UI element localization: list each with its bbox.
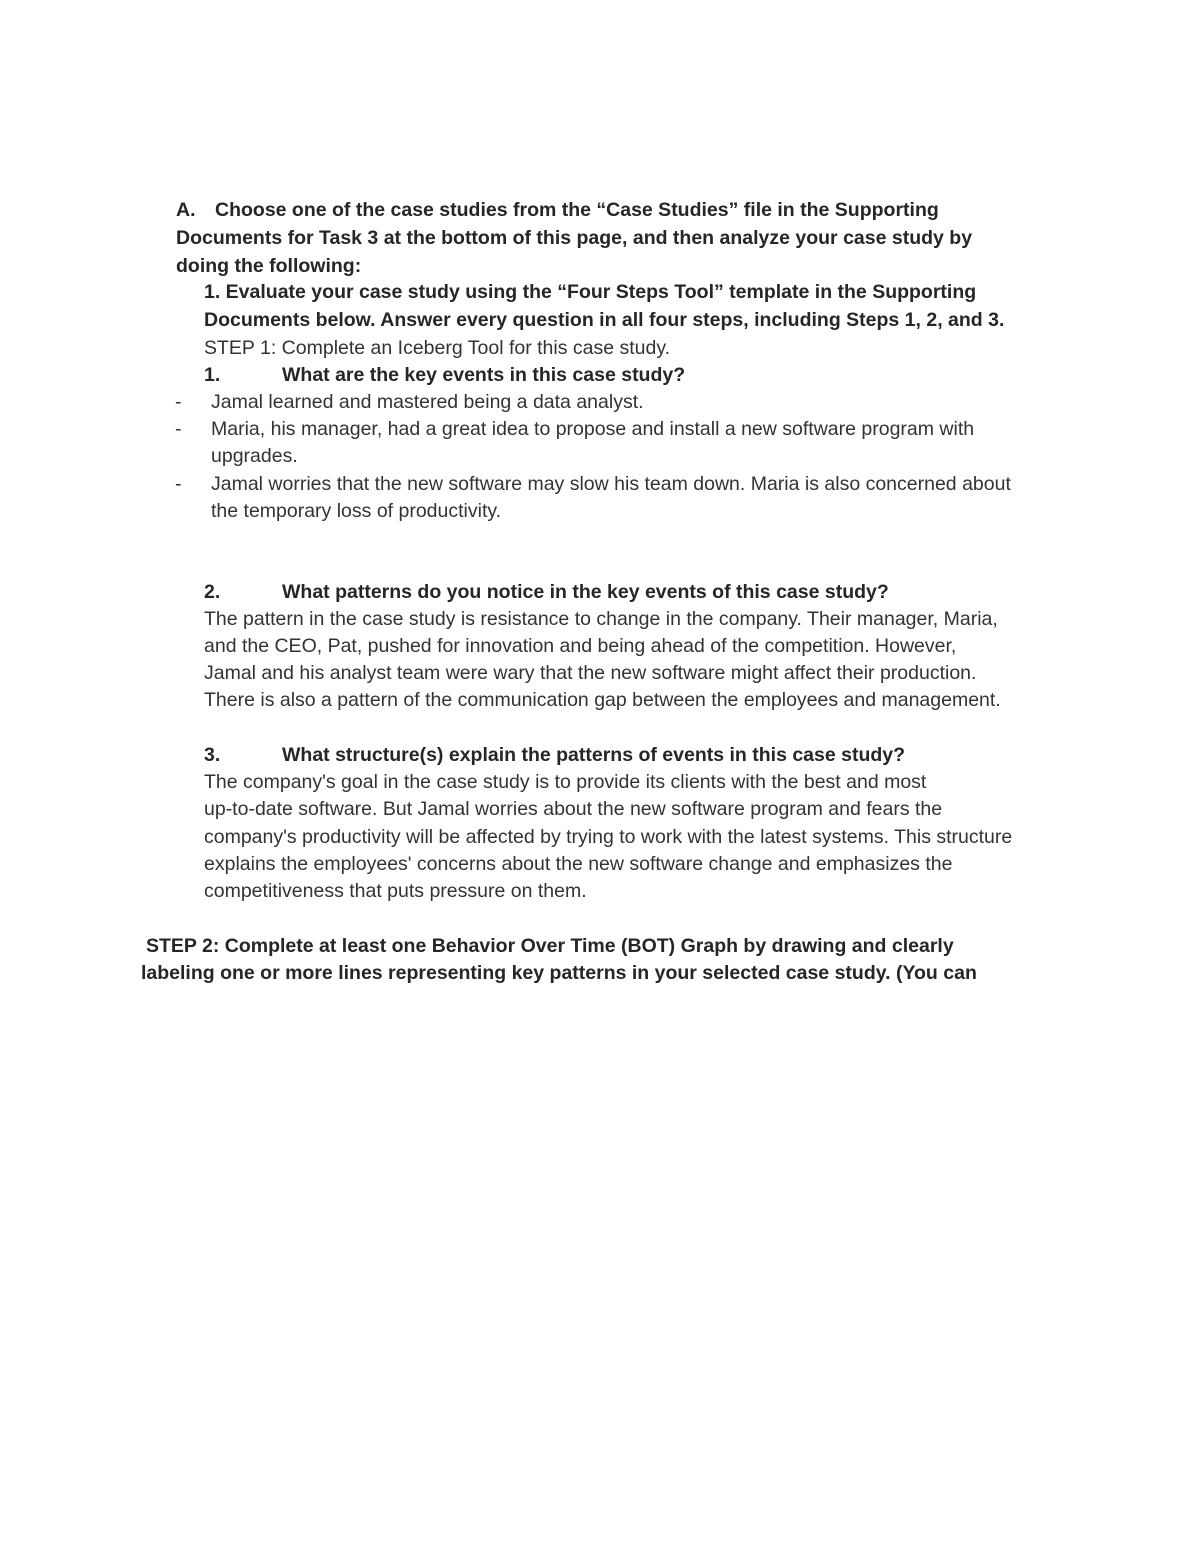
q2-answer-line-3: Jamal and his analyst team were wary that the new software might affect their production. bbox=[204, 662, 977, 684]
bullet-1-marker: - bbox=[175, 391, 182, 413]
item-1-line-1: 1. Evaluate your case study using the “Four Steps Tool” template in the Supporting bbox=[204, 281, 977, 303]
q3-answer-line-4: explains the employees' concerns about the new software change and emphasizes the bbox=[204, 853, 953, 875]
bullet-1-line-1: Jamal learned and mastered being a data analyst. bbox=[211, 391, 644, 413]
step-1-intro: STEP 1: Complete an Iceberg Tool for this case study. bbox=[204, 337, 671, 359]
bullet-3-line-2: the temporary loss of productivity. bbox=[211, 500, 502, 522]
q2-number: 2. bbox=[204, 581, 221, 603]
bullet-2-marker: - bbox=[175, 418, 182, 440]
item-1-line-2: Documents below. Answer every question in all four steps, including Steps 1, 2, and 3. bbox=[204, 309, 1005, 331]
q3-number: 3. bbox=[204, 744, 221, 766]
q3-answer-line-2: up-to-date software. But Jamal worries about the new software program and fears the bbox=[204, 798, 943, 820]
q2-answer-line-2: and the CEO, Pat, pushed for innovation and being ahead of the competition. However, bbox=[204, 635, 957, 657]
q1-question: What are the key events in this case study? bbox=[282, 364, 686, 386]
bullet-3-marker: - bbox=[175, 473, 182, 495]
q1-number: 1. bbox=[204, 364, 221, 386]
q3-question: What structure(s) explain the patterns of events in this case study? bbox=[282, 744, 906, 766]
bullet-2-line-2: upgrades. bbox=[211, 445, 298, 467]
section-a-line-2: Documents for Task 3 at the bottom of this page, and then analyze your case study by bbox=[176, 227, 973, 249]
section-a-line-1: Choose one of the case studies from the “Case Studies” file in the Supporting bbox=[215, 199, 939, 221]
q2-answer-line-1: The pattern in the case study is resistance to change in the company. Their manager, Maria, bbox=[204, 608, 998, 630]
q3-answer-line-5: competitiveness that puts pressure on them. bbox=[204, 880, 587, 902]
q2-question: What patterns do you notice in the key events of this case study? bbox=[282, 581, 889, 603]
q2-answer-line-4: There is also a pattern of the communication gap between the employees and management. bbox=[204, 689, 1001, 711]
step-2-line-2: labeling one or more lines representing key patterns in your selected case study. (You can bbox=[141, 962, 977, 984]
section-a-marker: A. bbox=[176, 199, 196, 221]
q3-answer-line-1: The company's goal in the case study is to provide its clients with the best and most bbox=[204, 771, 927, 793]
section-a-line-3: doing the following: bbox=[176, 255, 362, 277]
step-2-line-1: STEP 2: Complete at least one Behavior Over Time (BOT) Graph by drawing and clearly bbox=[146, 935, 954, 957]
bullet-2-line-1: Maria, his manager, had a great idea to propose and install a new software program with bbox=[211, 418, 975, 440]
bullet-3-line-1: Jamal worries that the new software may slow his team down. Maria is also concerned about bbox=[211, 473, 1011, 495]
q3-answer-line-3: company's productivity will be affected by trying to work with the latest systems. This structure bbox=[204, 826, 1013, 848]
